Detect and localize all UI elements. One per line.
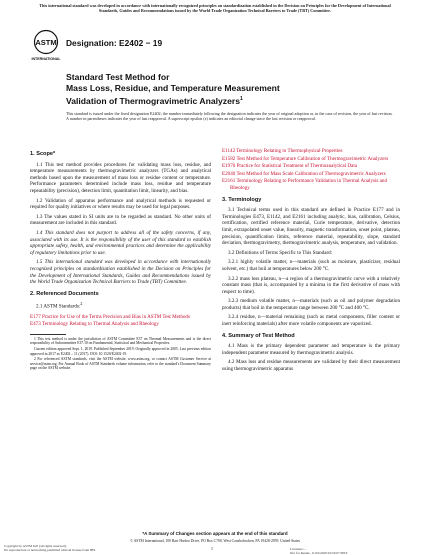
terminology-heading: 3. Terminology (222, 196, 262, 203)
para-1-4: 1.4 This standard does not purport to address all of the safety concerns, if any, associated with its use. It is the responsibility of the user of this standard to establish appropriate safety, health, and environmental practices and determine the applicability of regulatory limitations prior to use. (30, 229, 211, 256)
para-3-2-1: 3.2.1 highly volatile matter, n—materials (such as moisture, plasticizer, residual solvent, etc.) that boil at temperatures below 200 °C. (222, 259, 400, 272)
para-3-1: 3.1 Technical terms used in this standard are defined in Practice E177 and in Terminologies E473, E1142, and E2161 including analytic, bias, calibration, Celsius, certification, certified reference material, Curie temperature, derivative, detection limit, extrapolated onset value, linearity, magnetic transformation, onset point, plateau, precision, quantification limits, reference material, repeatability, slope, standard deviation, thermogravimetry, thermogravimetric analysis, temperature, and validation. (222, 207, 400, 247)
ref-link-e473[interactable]: E473 Terminology Relating to Thermal Analysis and Rheology (30, 321, 159, 328)
para-3-2-4: 3.2.4 residue, n—material remaining (such as metal components, filler content or inert reinforcing materials) after more volatile components are vaporized. (222, 314, 400, 328)
para-3-2-2: 3.2.2 mass loss plateau, n—a region of a thermogravimetric curve with a relatively constant mass (that is, accompanied by a minima in the first derivative of mass with respect to time). (222, 275, 400, 295)
footer-right-line-1: Licensee=... (290, 547, 307, 551)
astm-logo (33, 29, 59, 63)
ref-link-e1582[interactable]: E1582 Test Method for Temperature Calibration of Thermogravimetric Analyzers (222, 155, 389, 162)
para-1-2: 1.2 Validation of apparatus performance and analytical methods is requested or required for quality initiatives or where results may be used for legal purposes. (30, 197, 211, 211)
footnote-2: 2 For referenced ASTM standards, visit the ASTM website, www.astm.org, or contact ASTM Customer Service at service@astm.org. For Annual Book of ASTM Standards volume information, refer to the standard's Document Summary page on the ASTM website. (30, 357, 211, 371)
title-line-2: Mass Loss, Residue, and Temperature Measurement (66, 83, 280, 93)
para-3-2-3: 3.2.3 medium volatile matter, n—materials (such as oil and polymer degradation products) that boil in the temperature range between 200 °C and 400 °C. (222, 298, 400, 311)
footnote-ref-2: 2 (80, 301, 83, 307)
top-notice: This international standard was developed in accordance with internationally recognized principles on standardization established in the Decision on Principles for the Development of International Standards, Guides and Recommendations issued by the World Trade Organization Technical Barriers to Trade (TBT) Committee. (39, 3, 391, 14)
footer-left-line-2: No reproduction or networking permitted without license from IHS (4, 548, 96, 553)
title-line-1: Standard Test Method for (66, 72, 170, 82)
para-1-1: 1.1 This test method provides procedures for validating mass loss, residue, and temperature measurements by thermogravimetric analyzers (TGAs) and analytical methods based upon the measurement of mass loss or residue content or temperature. Performance parameters determined include mass loss, residue and temperature repeatability (precision), detection limit, quantitation limit, linearity, and bias. (30, 161, 211, 194)
para-3-2: 3.2 Definitions of Terms Specific to This Standard: (228, 249, 333, 256)
footnote-1: 1 This test method is under the jurisdiction of ASTM Committee E37 on Thermal Measurements and is the direct responsibility of Subcommittee E37.10 on Fundamental, Statistical and Mechanical Properties. (30, 336, 211, 346)
title-footnote-ref: 1 (240, 96, 243, 102)
copyright-line: © ASTM International, 100 Barr Harbor Drive, PO Box C700, West Conshohocken, PA 19428-2959. United States (130, 539, 300, 543)
issued-notice: This standard is issued under the fixed designation E2402; the number immediately following the designation indicates the year of original adoption or, in the case of revision, the year of last revision. A number in parentheses indicates the year of last reapproval. A superscript epsilon (ε) indicates an editorial change since the last revision or reapproval. (66, 111, 393, 122)
footer-right-line-2: Not for Resale, 11/04/2020 02:19:07 MST (290, 551, 348, 555)
footnote-divider (30, 334, 66, 335)
summary-of-changes-note: *A Summary of Changes section appears at the end of this standard (142, 531, 288, 536)
right-column (222, 148, 400, 376)
ref-link-e1970[interactable]: E1970 Practice for Statistical Treatment of Thermoanalytical Data (222, 163, 357, 170)
ref-link-e2040[interactable]: E2040 Test Method for Mass Scale Calibration of Thermogravimetric Analyzers (222, 170, 386, 177)
para-4-1: 4.1 Mass is the primary dependent parameter and temperature is the primary independent parameter measured by thermogravimetric analysis. (222, 343, 400, 356)
footer-left-line-1: Copyright by ASTM Int'l (all rights reserved); (4, 544, 67, 548)
standard-title (66, 72, 366, 107)
footer-right (290, 547, 348, 555)
ref-link-e2161[interactable]: E2161 Terminology Relating to Performance Validation in Thermal Analysis and Rheology (222, 178, 388, 191)
para-4-2: 4.2 Mass loss and residue measurements are validated by their direct measurement using thermogravimetric apparatus (222, 359, 400, 373)
para-1-5: 1.5 This international standard was developed in accordance with internationally recognized principles on standardization established in the Decision on Principles for the Development of International Standards, Guides and Recommendations issued by the World Trade Organization Technical Barriers to Trade (TBT) Committee. (30, 259, 211, 286)
logo-text: INTERNATIONAL (31, 57, 61, 61)
summary-heading: 4. Summary of Test Method (222, 332, 295, 339)
page-number: 1 (211, 546, 213, 551)
ref-link-e177[interactable]: E177 Practice for Use of the Terms Precision and Bias in ASTM Test Methods (30, 313, 190, 320)
footer-left (4, 544, 95, 552)
ref-link-e1142[interactable]: E1142 Terminology Relating to Thermophysical Properties (222, 148, 343, 154)
para-2-1: 2.1 ASTM Standards:$^2$ (36, 301, 83, 310)
footnote-1b: Current edition approved Sept. 1, 2019. Published September 2019. Originally approved in 2005. Last previous edition approved in 2017 as E2402 – 11 (2017). DOI: 10.1520/E2402-19. (30, 346, 211, 356)
para-1-3: 1.3 The values stated in SI units are to be regarded as standard. No other units of measurement are included in this standard. (30, 213, 211, 227)
left-column (30, 146, 211, 372)
title-line-3: Validation of Thermogravimetric Analyzers$^1$ (66, 95, 243, 106)
scope-heading: 1. Scope* (30, 151, 56, 157)
svg-text:ASTM: ASTM (35, 38, 57, 47)
designation: Designation: E2402 − 19 (66, 38, 163, 48)
referenced-documents-heading: 2. Referenced Documents (30, 290, 99, 297)
